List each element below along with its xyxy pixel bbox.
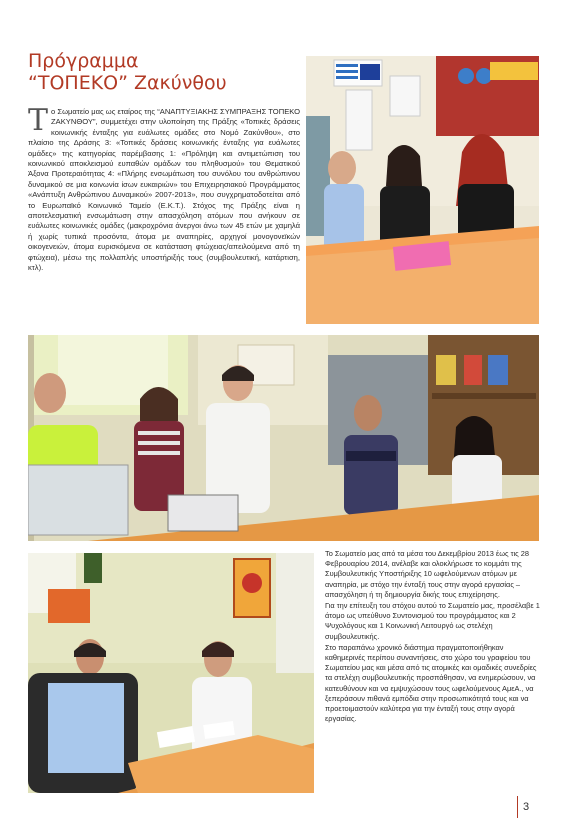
drop-cap: Τ [28, 103, 49, 138]
photo-counselling-session [28, 553, 314, 793]
photo-three-people-at-desk [306, 56, 539, 324]
side-paragraph-3: Στο παραπάνω χρονικό διάστημα πραγματοποιήθηκαν καθημερινές περίπου συναντήσεις, στο χώρο του γραφείου του Σωματείου μας και μέσα από τις ατομικές και ομαδικές συνεδρίες τα στελέχη συμβουλευτικής προσπάθησαν, να ενημερώσουν, να κατευθύνουν και να εμψυχώσουν τους ωφελούμενους ΑμεΑ., να ξεπεράσουν πιθανά εμπόδια στην προσωπικότητά τους και να προετοιμαστούν καλύτερα για την ένταξή τους στην αγορά εργασίας. [325, 642, 537, 724]
photo-group-meeting [28, 335, 539, 541]
intro-text: ο Σωματείο μας ως εταίρος της “ΑΝΑΠΤΥΞΙΑΚΗΣ ΣΥΜΠΡΑΞΗΣ ΤΟΠΕΚΟ ΖΑΚΥΝΘΟΥ”, συμμετέχει στην υλοποίηση της Πράξης «Τοπικές δράσεις κοινωνικής ένταξης για ευάλωτες ομάδες στο Νομό Ζακύνθου», στο πλαίσιο της Δράσης 3: «Τοπικές δράσεις κοινωνικής ένταξης για ευάλωτες ομάδες» της κατηγορίας παρέμβασης 1: «Πρόληψη και αντιμετώπιση του κοινωνικού αποκλεισμού ευπαθών ομάδων του πληθυσμού» του Θεματικού Άξονα Προτεραιότητας 4: «Πλήρης ενσωμάτωση του συνόλου του ανθρώπινου δυναμικού σε μια κοινωνία ίσων ευκαιριών» του Επιχειρησιακού Προγράμματος «Ανάπτυξη Ανθρώπινου Δυναμικού» 2007-2013», που συγχρηματοδοτείται από το Ευρωπαϊκό Κοινωνικό Ταμείο (Ε.Κ.Τ.). Στόχος της Πράξης είναι η αποτελεσματική ενσωμάτωση στην απασχόληση ατόμων που ανήκουν σε ευάλωτες κοινωνικές ομάδες (μακροχρόνια άνεργοι άνω των 45 ετών με χαμηλά ή χωρίς τυπικά προσόντα, άτομα με αναπηρίες, αρχηγοί μονογονεϊκών οικογενειών, άτομα ευρισκόμενα σε κατάσταση φτώχειας/απειλούμενα από τη φτώχεια), μέσω της πολλαπλής υποστήριξής τους (συμβουλευτική, κατάρτιση, κτλ). [28, 107, 300, 273]
side-column-text [325, 549, 540, 725]
intro-paragraph [28, 103, 300, 274]
side-paragraph-2: Για την επίτευξη του στόχου αυτού το Σωματείο μας, προσέλαβε 1 άτομο ως υπεύθυνο Συντονισμού του προγράμματος και 2 Ψυχολόγους και 1 Κοινωνική Λειτουργό ως στελέχη συμβουλευτικής. [325, 601, 540, 641]
title-line-1: Πρόγραμμα [28, 50, 139, 72]
page-title [28, 50, 288, 94]
page-number: 3 [517, 796, 529, 818]
side-paragraph-1: Το Σωματείο μας από τα μέσα του Δεκεμβρίου 2013 έως τις 28 Φεβρουαρίου 2014, ανέλαβε και ολοκλήρωσε το κομμάτι της Συμβουλευτικής Υποστήριξης 10 ωφελούμενων ατόμων με αναπηρία, με στόχο την ένταξή τους στην αγορά εργασίας – απασχόληση ή τη δημιουργία δικής τους επιχείρησης. [325, 549, 529, 599]
title-line-2: “ΤΟΠΕΚΟ” Ζακύνθου [28, 72, 227, 94]
